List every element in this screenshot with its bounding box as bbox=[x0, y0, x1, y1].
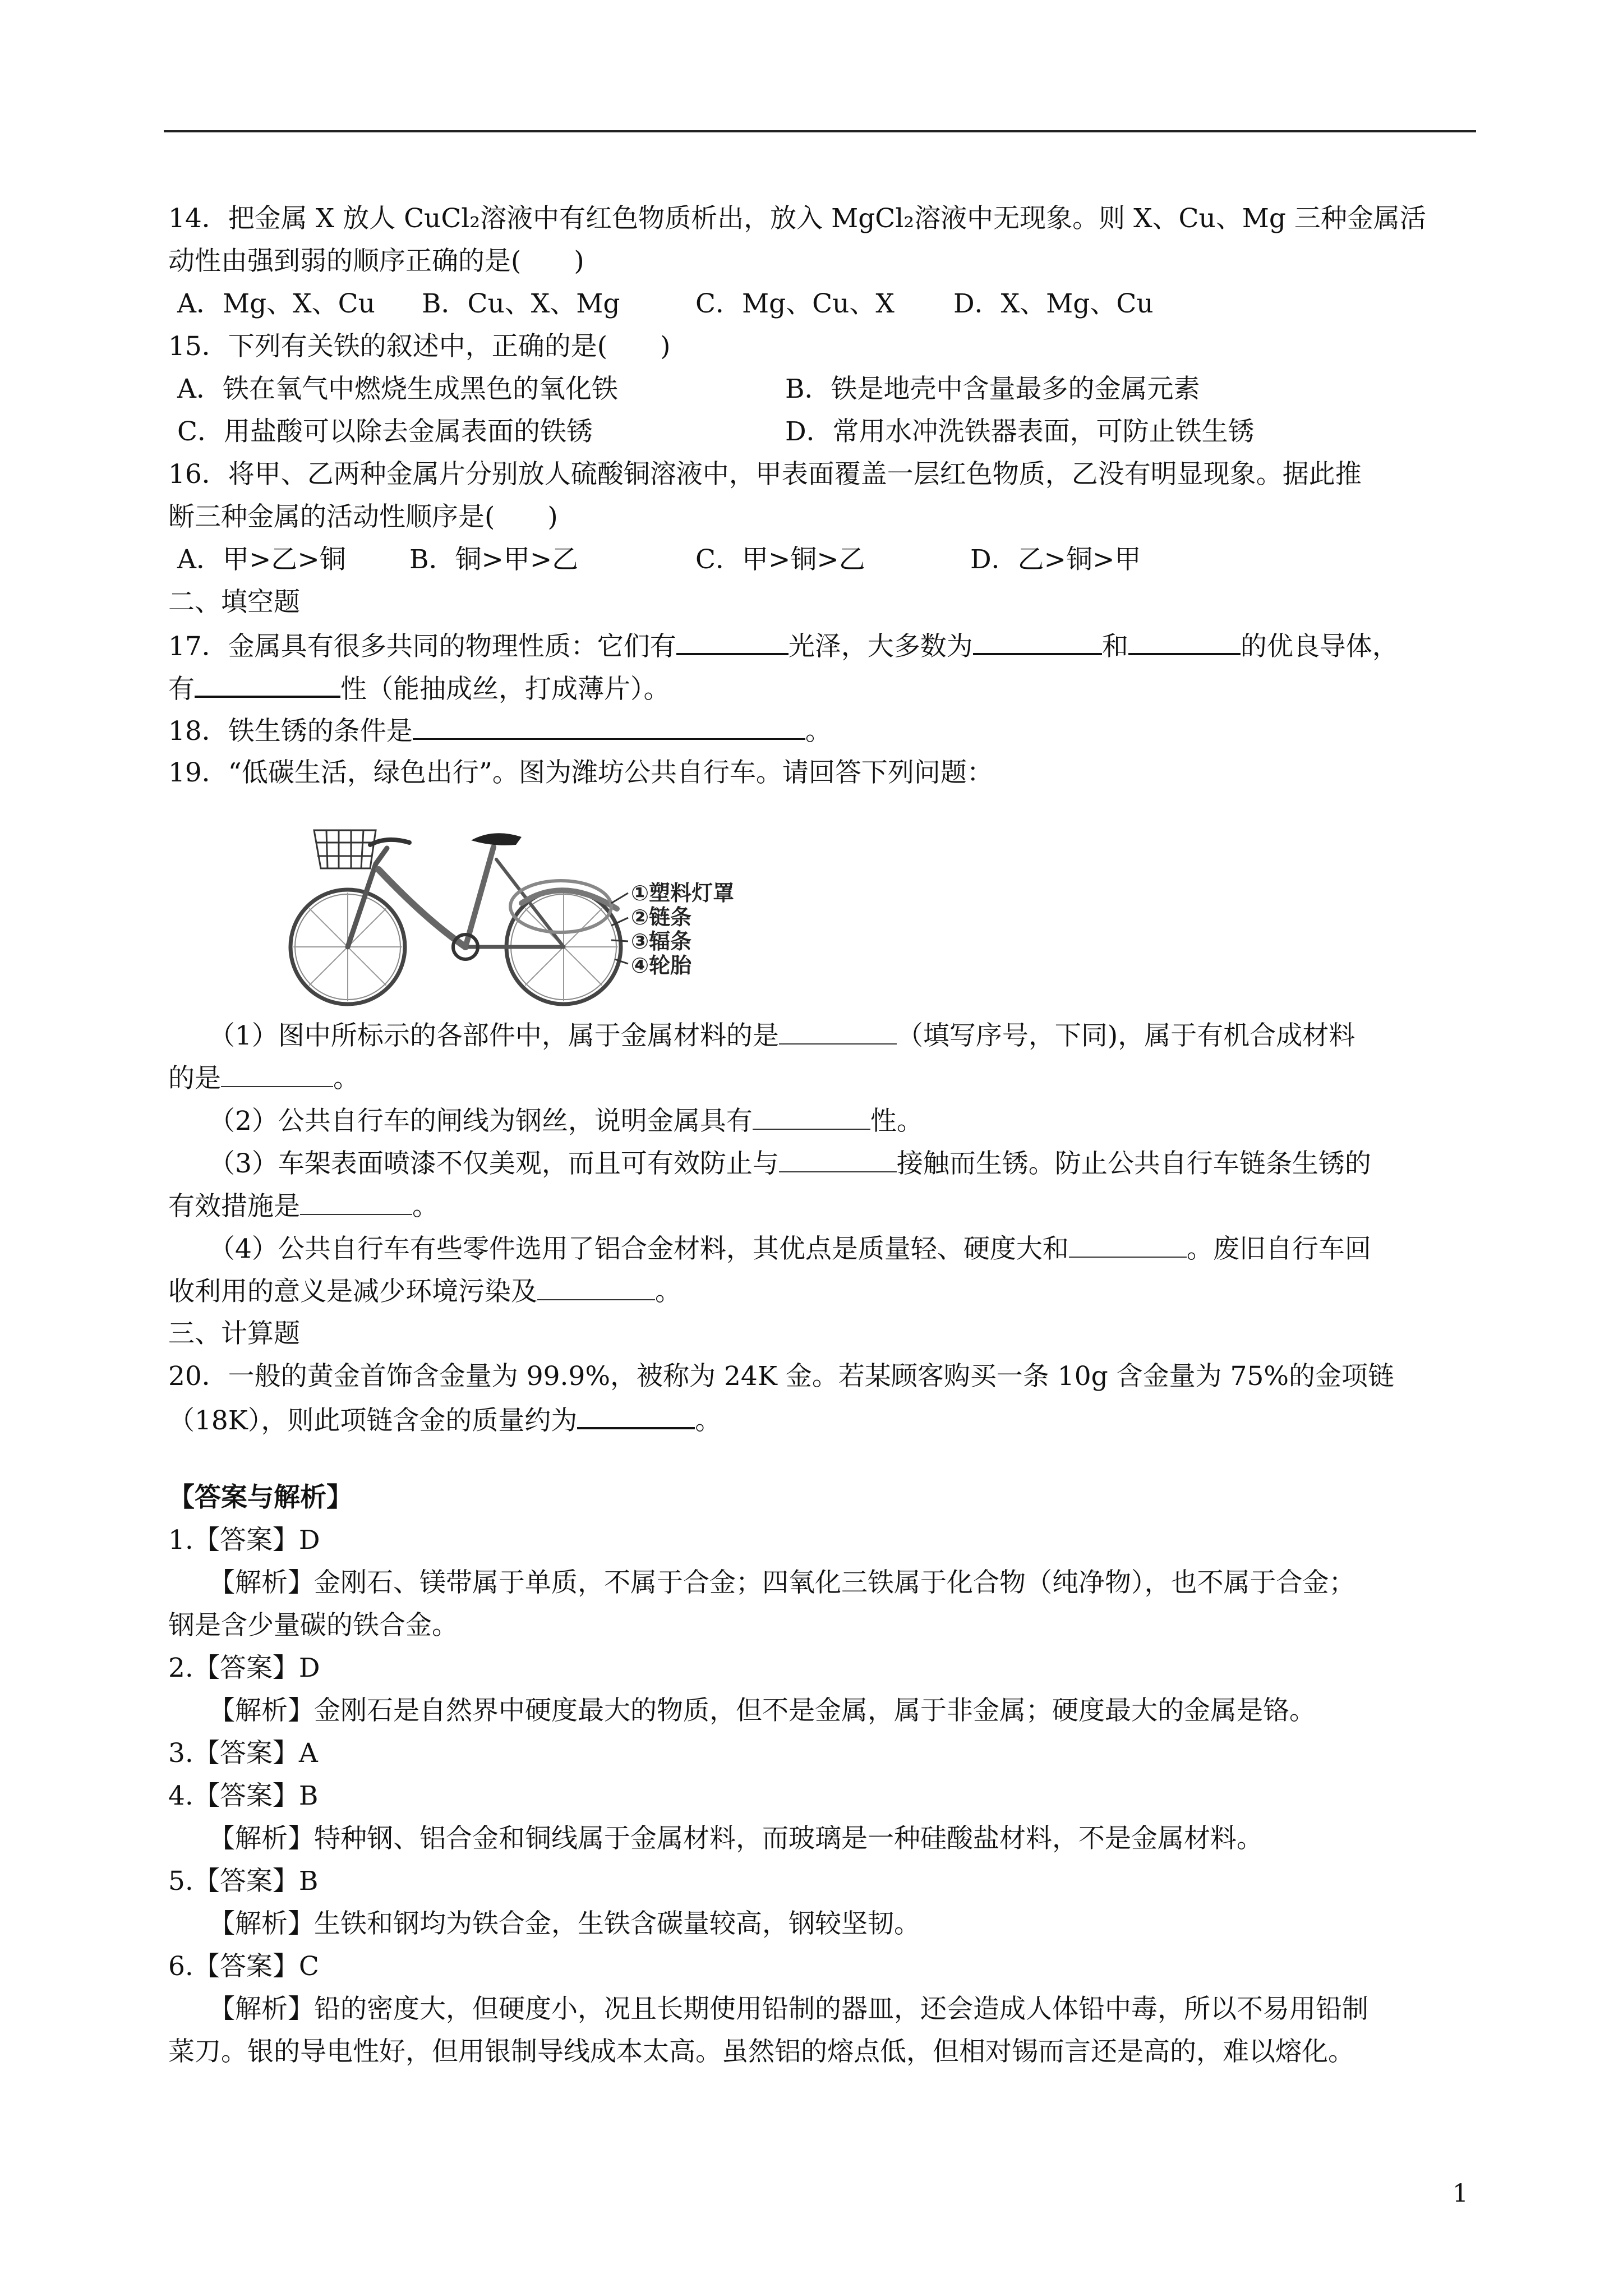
bike-label-3: ③辐条 bbox=[631, 929, 692, 954]
q19-sub3-line2: 有效措施是 。 bbox=[168, 1189, 439, 1223]
q20-line1: 20．一般的黄金首饰含金量为 99.9%，被称为 24K 金。若某顾客购买一条 10g 含金量为 75%的金项链 bbox=[168, 1361, 1395, 1392]
answer-6: 6.【答案】C bbox=[168, 1951, 319, 1982]
q15-option-d: D．常用水冲洗铁器表面，可防止铁生锈 bbox=[785, 416, 1255, 447]
q14-option-d: D．X、Mg、Cu bbox=[953, 288, 1154, 319]
q19-blank-1[interactable] bbox=[779, 1019, 897, 1045]
q19-sub2: （2）公共自行车的闸线为钢丝，说明金属具有 性。 bbox=[209, 1104, 923, 1138]
answer-4-explanation: 【解析】特种钢、铝合金和铜线属于金属材料，而玻璃是一种硅酸盐材料，不是金属材料。 bbox=[209, 1823, 1263, 1854]
bicycle-image bbox=[280, 808, 763, 1010]
q16-option-b: B．铜>甲>乙 bbox=[409, 544, 579, 575]
answer-3: 3.【答案】A bbox=[168, 1738, 318, 1769]
q14-line1: 14．把金属 X 放人 CuCl₂溶液中有红色物质析出，放入 MgCl₂溶液中无现象。则 X、Cu、Mg 三种金属活 bbox=[168, 203, 1426, 234]
q19-stem: 19．“低碳生活，绿色出行”。图为潍坊公共自行车。请回答下列问题： bbox=[168, 757, 993, 788]
section-calc-title: 三、计算题 bbox=[168, 1318, 300, 1349]
q20-blank[interactable] bbox=[577, 1402, 695, 1429]
q19-blank-3[interactable] bbox=[753, 1104, 870, 1130]
answer-6-explanation: 【解析】铅的密度大，但硬度小，况且长期使用铅制的器皿，还会造成人体铅中毒，所以不易用铅制 bbox=[209, 1994, 1368, 2024]
bike-label-2: ②链条 bbox=[631, 905, 692, 930]
answer-5-explanation: 【解析】生铁和钢均为铁合金，生铁含碳量较高，钢较坚韧。 bbox=[209, 1908, 920, 1939]
q19-blank-4[interactable] bbox=[779, 1147, 897, 1172]
q17-blank-1[interactable] bbox=[676, 628, 789, 655]
q16-line2: 断三种金属的活动性顺序是( ) bbox=[168, 501, 558, 532]
q14-option-a: A．Mg、X、Cu bbox=[177, 288, 375, 319]
answer-1: 1.【答案】D bbox=[168, 1525, 320, 1556]
q19-sub1-line2: 的是 。 bbox=[168, 1061, 359, 1096]
answer-2: 2.【答案】D bbox=[168, 1653, 320, 1683]
answer-1-explanation-cont: 钢是含少量碳的铁合金。 bbox=[168, 1610, 458, 1641]
q19-blank-7[interactable] bbox=[537, 1274, 655, 1300]
q16-option-a: A．甲>乙>铜 bbox=[177, 544, 346, 575]
q19-blank-6[interactable] bbox=[1069, 1232, 1187, 1258]
q15-option-a: A．铁在氧气中燃烧生成黑色的氧化铁 bbox=[177, 374, 618, 404]
q19-blank-5[interactable] bbox=[300, 1189, 412, 1215]
answer-1-explanation: 【解析】金刚石、镁带属于单质，不属于合金；四氧化三铁属于化合物（纯净物），也不属于合金； bbox=[209, 1567, 1355, 1598]
q14-option-c: C．Mg、Cu、X bbox=[695, 288, 895, 319]
q17-blank-4[interactable] bbox=[195, 671, 340, 698]
answer-4: 4.【答案】B bbox=[168, 1780, 319, 1811]
section-fill-in-title: 二、填空题 bbox=[168, 587, 300, 618]
header-rule bbox=[164, 130, 1476, 132]
q15-option-c: C．用盐酸可以除去金属表面的铁锈 bbox=[177, 416, 593, 447]
q16-option-d: D．乙>铜>甲 bbox=[970, 544, 1141, 575]
q14-option-b: B．Cu、X、Mg bbox=[422, 288, 620, 319]
q17-line2: 有 性（能抽成丝，打成薄片）。 bbox=[168, 671, 670, 706]
answers-title: 【答案与解析】 bbox=[168, 1482, 353, 1513]
q14-line2: 动性由强到弱的顺序正确的是( ) bbox=[168, 246, 584, 277]
q18-blank[interactable] bbox=[413, 714, 805, 740]
answer-2-explanation: 【解析】金刚石是自然界中硬度最大的物质，但不是金属，属于非金属；硬度最大的金属是铬。 bbox=[209, 1695, 1316, 1726]
q17-blank-2[interactable] bbox=[973, 628, 1102, 655]
q19-sub4-line2: 收利用的意义是减少环境污染及 。 bbox=[168, 1274, 681, 1309]
bike-label-4: ④轮胎 bbox=[631, 953, 692, 978]
q19-sub3-line1: （3）车架表面喷漆不仅美观，而且可有效防止与 接触而生锈。防止公共自行车链条生锈的 bbox=[209, 1147, 1371, 1181]
q15-stem: 15．下列有关铁的叙述中，正确的是( ) bbox=[168, 331, 671, 362]
q15-option-b: B．铁是地壳中含量最多的金属元素 bbox=[785, 374, 1200, 404]
saddle bbox=[471, 833, 522, 845]
q19-sub4-line1: （4）公共自行车有些零件选用了铝合金材料，其优点是质量轻、硬度大和 。废旧自行车回 bbox=[209, 1232, 1371, 1266]
answer-5: 5.【答案】B bbox=[168, 1866, 319, 1897]
q19-blank-2[interactable] bbox=[221, 1061, 333, 1087]
bike-label-1: ①塑料灯罩 bbox=[631, 881, 735, 905]
basket bbox=[314, 830, 376, 868]
q19-sub1-line1: （1）图中所标示的各部件中，属于金属材料的是 （填写序号，下同)，属于有机合成材料 bbox=[209, 1019, 1355, 1053]
q16-option-c: C．甲>铜>乙 bbox=[695, 544, 865, 575]
q16-line1: 16．将甲、乙两种金属片分别放人硫酸铜溶液中，甲表面覆盖一层红色物质，乙没有明显现象。据此推 bbox=[168, 459, 1362, 490]
q17-line1: 17．金属具有很多共同的物理性质：它们有 光泽，大多数为 和 的优良导体， bbox=[168, 628, 1399, 664]
q18-line: 18．铁生锈的条件是 。 bbox=[168, 714, 832, 748]
q17-blank-3[interactable] bbox=[1128, 628, 1241, 655]
answer-6-explanation-cont: 菜刀。银的导电性好，但用银制导线成本太高。虽然铝的熔点低，但相对锡而言还是高的，难以熔化。 bbox=[168, 2036, 1354, 2067]
page-number: 1 bbox=[1453, 2179, 1468, 2208]
q20-line2: （18K），则此项链含金的质量约为 。 bbox=[168, 1402, 721, 1438]
